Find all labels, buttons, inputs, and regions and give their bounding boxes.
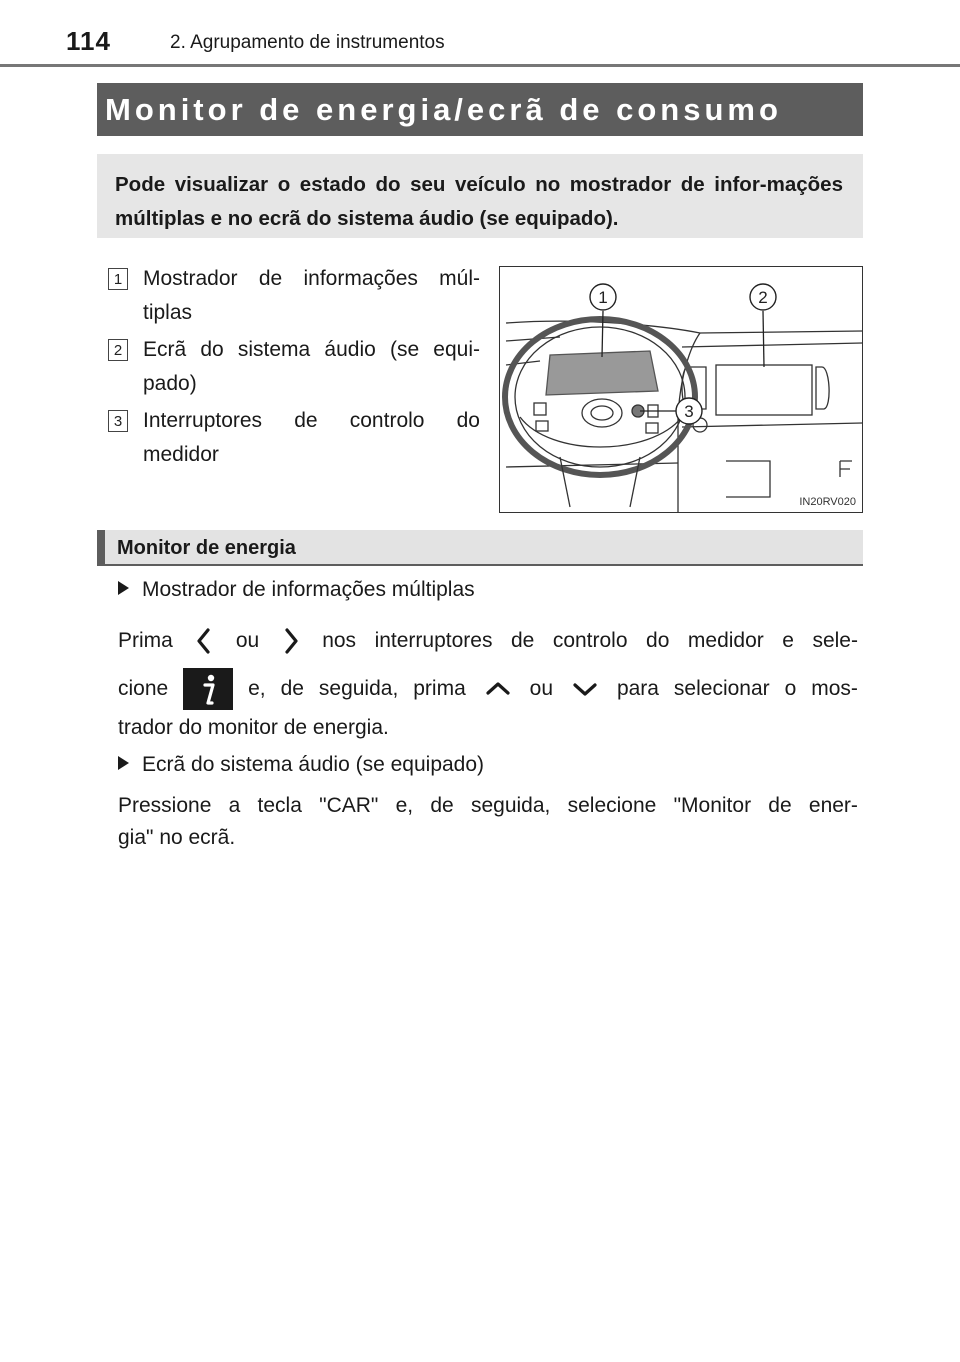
sub-heading: Monitor de energia (97, 530, 863, 566)
callout-item (108, 333, 480, 401)
paragraph-instructions (118, 624, 858, 743)
paragraph-audio (118, 790, 858, 854)
word: ou (235, 629, 260, 652)
callout-text: Interruptores de controlo do medidor (143, 409, 480, 466)
word: de (768, 794, 792, 817)
word: para (616, 677, 659, 700)
dashboard-figure (499, 266, 863, 513)
word: do (646, 629, 670, 652)
callout-item (108, 262, 480, 330)
intro-text: Pode visualizar o estado do seu veículo no mostrador de infor-mações múltiplas e no ecrã do sistema áudio (se equipado). (115, 173, 843, 230)
callout-text: Ecrã do sistema áudio (se equi-pado) (143, 338, 480, 395)
callout-item (108, 404, 480, 472)
word: de (510, 629, 535, 652)
word: e (782, 629, 794, 652)
word: o (784, 677, 797, 700)
word: seguida, (470, 794, 551, 817)
word: cione (118, 677, 169, 700)
chapter-title: 2. Agrupamento de instrumentos (170, 32, 445, 53)
callout-text: Mostrador de informações múl-tiplas (143, 267, 480, 324)
word: selecionar (673, 677, 770, 700)
word: Prima (118, 629, 173, 652)
callout-number-1 (108, 268, 128, 290)
bullet-text: Ecrã do sistema áudio (se equipado) (142, 753, 485, 776)
bullet-text: Mostrador de informações múltiplas (142, 578, 475, 601)
triangle-bullet-icon (118, 581, 129, 595)
bullet-audio (118, 751, 484, 779)
callout-list (108, 262, 480, 475)
line (118, 790, 858, 822)
svg-text:3: 3 (113, 413, 123, 430)
intro-box (97, 154, 863, 238)
info-icon (183, 668, 233, 710)
word: nos (322, 629, 357, 652)
figure-label-1: 1 (598, 288, 608, 307)
word: tecla (257, 794, 302, 817)
word: prima (413, 677, 466, 700)
chevron-up-icon (481, 678, 515, 700)
line-text: trador do monitor de energia. (118, 716, 389, 739)
word: interruptores (374, 629, 493, 652)
word: "Monitor (673, 794, 752, 817)
word: ou (529, 677, 554, 700)
chevron-down-icon (568, 678, 602, 700)
word: de (430, 794, 454, 817)
word: ener- (808, 794, 858, 817)
callout-number-2 (108, 339, 128, 361)
word: mos- (811, 677, 858, 700)
header-rule (0, 64, 960, 67)
svg-text:1: 1 (113, 271, 123, 288)
word: de (280, 677, 304, 700)
chevron-left-icon (191, 626, 217, 656)
word: a (228, 794, 241, 817)
line (118, 624, 858, 658)
line (118, 822, 858, 854)
triangle-bullet-icon (118, 756, 129, 770)
word: controlo (552, 629, 628, 652)
section-title: Monitor de energia/ecrã de consumo (97, 83, 863, 136)
word: e, (395, 794, 414, 817)
chevron-right-icon (278, 626, 304, 656)
word: seguida, (318, 677, 399, 700)
svg-text:2: 2 (113, 342, 123, 359)
callout-number-3 (108, 410, 128, 432)
figure-label-2: 2 (758, 288, 768, 307)
figure-label-3: 3 (684, 402, 694, 421)
word: medidor (687, 629, 764, 652)
bullet-multi-info (118, 576, 475, 604)
line (118, 665, 858, 713)
word: "CAR" (319, 794, 379, 817)
line-text: gia" no ecrã. (118, 826, 236, 849)
line (118, 713, 858, 743)
word: selecione (567, 794, 657, 817)
dashboard-illustration (500, 267, 862, 512)
word: Pressione (118, 794, 212, 817)
figure-code: IN20RV020 (799, 496, 856, 508)
word: sele- (812, 629, 858, 652)
word: e, (248, 677, 266, 700)
page-number: 114 (66, 26, 111, 56)
